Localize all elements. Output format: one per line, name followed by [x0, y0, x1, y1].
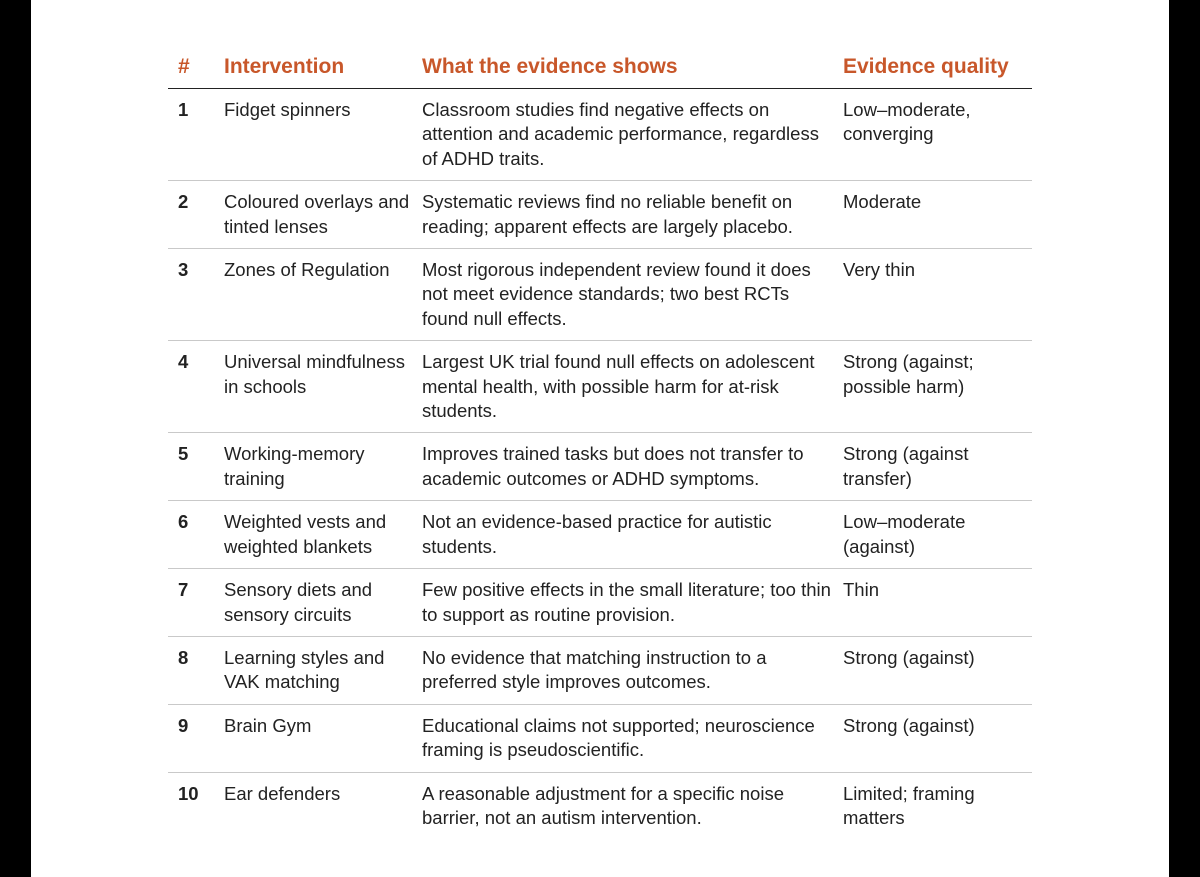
evidence-cell: Few positive effects in the small literature; too thin to support as routine provision. — [422, 569, 843, 637]
evidence-cell: Systematic reviews find no reliable benefit on reading; apparent effects are largely placebo. — [422, 181, 843, 249]
row-number: 7 — [168, 569, 224, 637]
header-evidence: What the evidence shows — [422, 44, 843, 89]
row-number: 4 — [168, 341, 224, 433]
quality-cell: Strong (against transfer) — [843, 433, 1032, 501]
evidence-cell: Largest UK trial found null effects on adolescent mental health, with possible harm for at-risk students. — [422, 341, 843, 433]
quality-cell: Strong (against) — [843, 636, 1032, 704]
intervention-cell: Zones of Regulation — [224, 249, 422, 341]
intervention-cell: Sensory diets and sensory circuits — [224, 569, 422, 637]
quality-cell: Strong (against) — [843, 704, 1032, 772]
header-quality: Evidence quality — [843, 44, 1032, 89]
intervention-cell: Working-memory training — [224, 433, 422, 501]
intervention-cell: Brain Gym — [224, 704, 422, 772]
row-number: 8 — [168, 636, 224, 704]
evidence-cell: No evidence that matching instruction to a preferred style improves outcomes. — [422, 636, 843, 704]
table-row — [168, 89, 1032, 181]
intervention-cell: Fidget spinners — [224, 89, 422, 181]
evidence-cell: Classroom studies find negative effects on attention and academic performance, regardless of ADHD traits. — [422, 89, 843, 181]
intervention-cell: Coloured overlays and tinted lenses — [224, 181, 422, 249]
evidence-cell: Improves trained tasks but does not transfer to academic outcomes or ADHD symptoms. — [422, 433, 843, 501]
table-row — [168, 341, 1032, 433]
quality-cell: Strong (against; possible harm) — [843, 341, 1032, 433]
intervention-cell: Universal mindfulness in schools — [224, 341, 422, 433]
quality-cell: Limited; framing matters — [843, 782, 975, 828]
evidence-cell: Educational claims not supported; neuroscience framing is pseudoscientific. — [422, 704, 843, 772]
quality-cell: Very thin — [843, 249, 1032, 341]
row-number: 2 — [168, 181, 224, 249]
row-number: 6 — [168, 501, 224, 569]
intervention-cell: Ear defenders — [224, 782, 341, 804]
table-row — [168, 181, 1032, 249]
evidence-table — [168, 44, 1032, 839]
table-body — [168, 89, 1032, 840]
intervention-cell: Learning styles and VAK matching — [224, 636, 422, 704]
intervention-cell: Weighted vests and weighted blankets — [224, 501, 422, 569]
table-row — [168, 249, 1032, 341]
row-number: 9 — [168, 704, 224, 772]
document-page — [31, 0, 1169, 877]
quality-cell: Thin — [843, 569, 1032, 637]
row-number: 3 — [168, 249, 224, 341]
table-row — [168, 704, 1032, 772]
evidence-cell: Not an evidence-based practice for autistic students. — [422, 501, 843, 569]
evidence-cell: A reasonable adjustment for a specific noise barrier, not an autism intervention. — [422, 782, 784, 828]
table-row — [168, 636, 1032, 704]
table-header — [168, 44, 1032, 89]
evidence-cell: Most rigorous independent review found it does not meet evidence standards; two best RCTs found null effects. — [422, 249, 843, 341]
header-row — [168, 44, 1032, 89]
table-row — [168, 772, 1032, 839]
quality-cell: Low–moderate, converging — [843, 89, 1032, 181]
row-number: 10 — [178, 782, 199, 804]
table-row — [168, 569, 1032, 637]
header-number: # — [168, 44, 224, 89]
table-row — [168, 433, 1032, 501]
header-intervention: Intervention — [224, 44, 422, 89]
quality-cell: Moderate — [843, 181, 1032, 249]
quality-cell: Low–moderate (against) — [843, 501, 1032, 569]
table-row — [168, 501, 1032, 569]
row-number: 5 — [168, 433, 224, 501]
row-number: 1 — [168, 89, 224, 181]
